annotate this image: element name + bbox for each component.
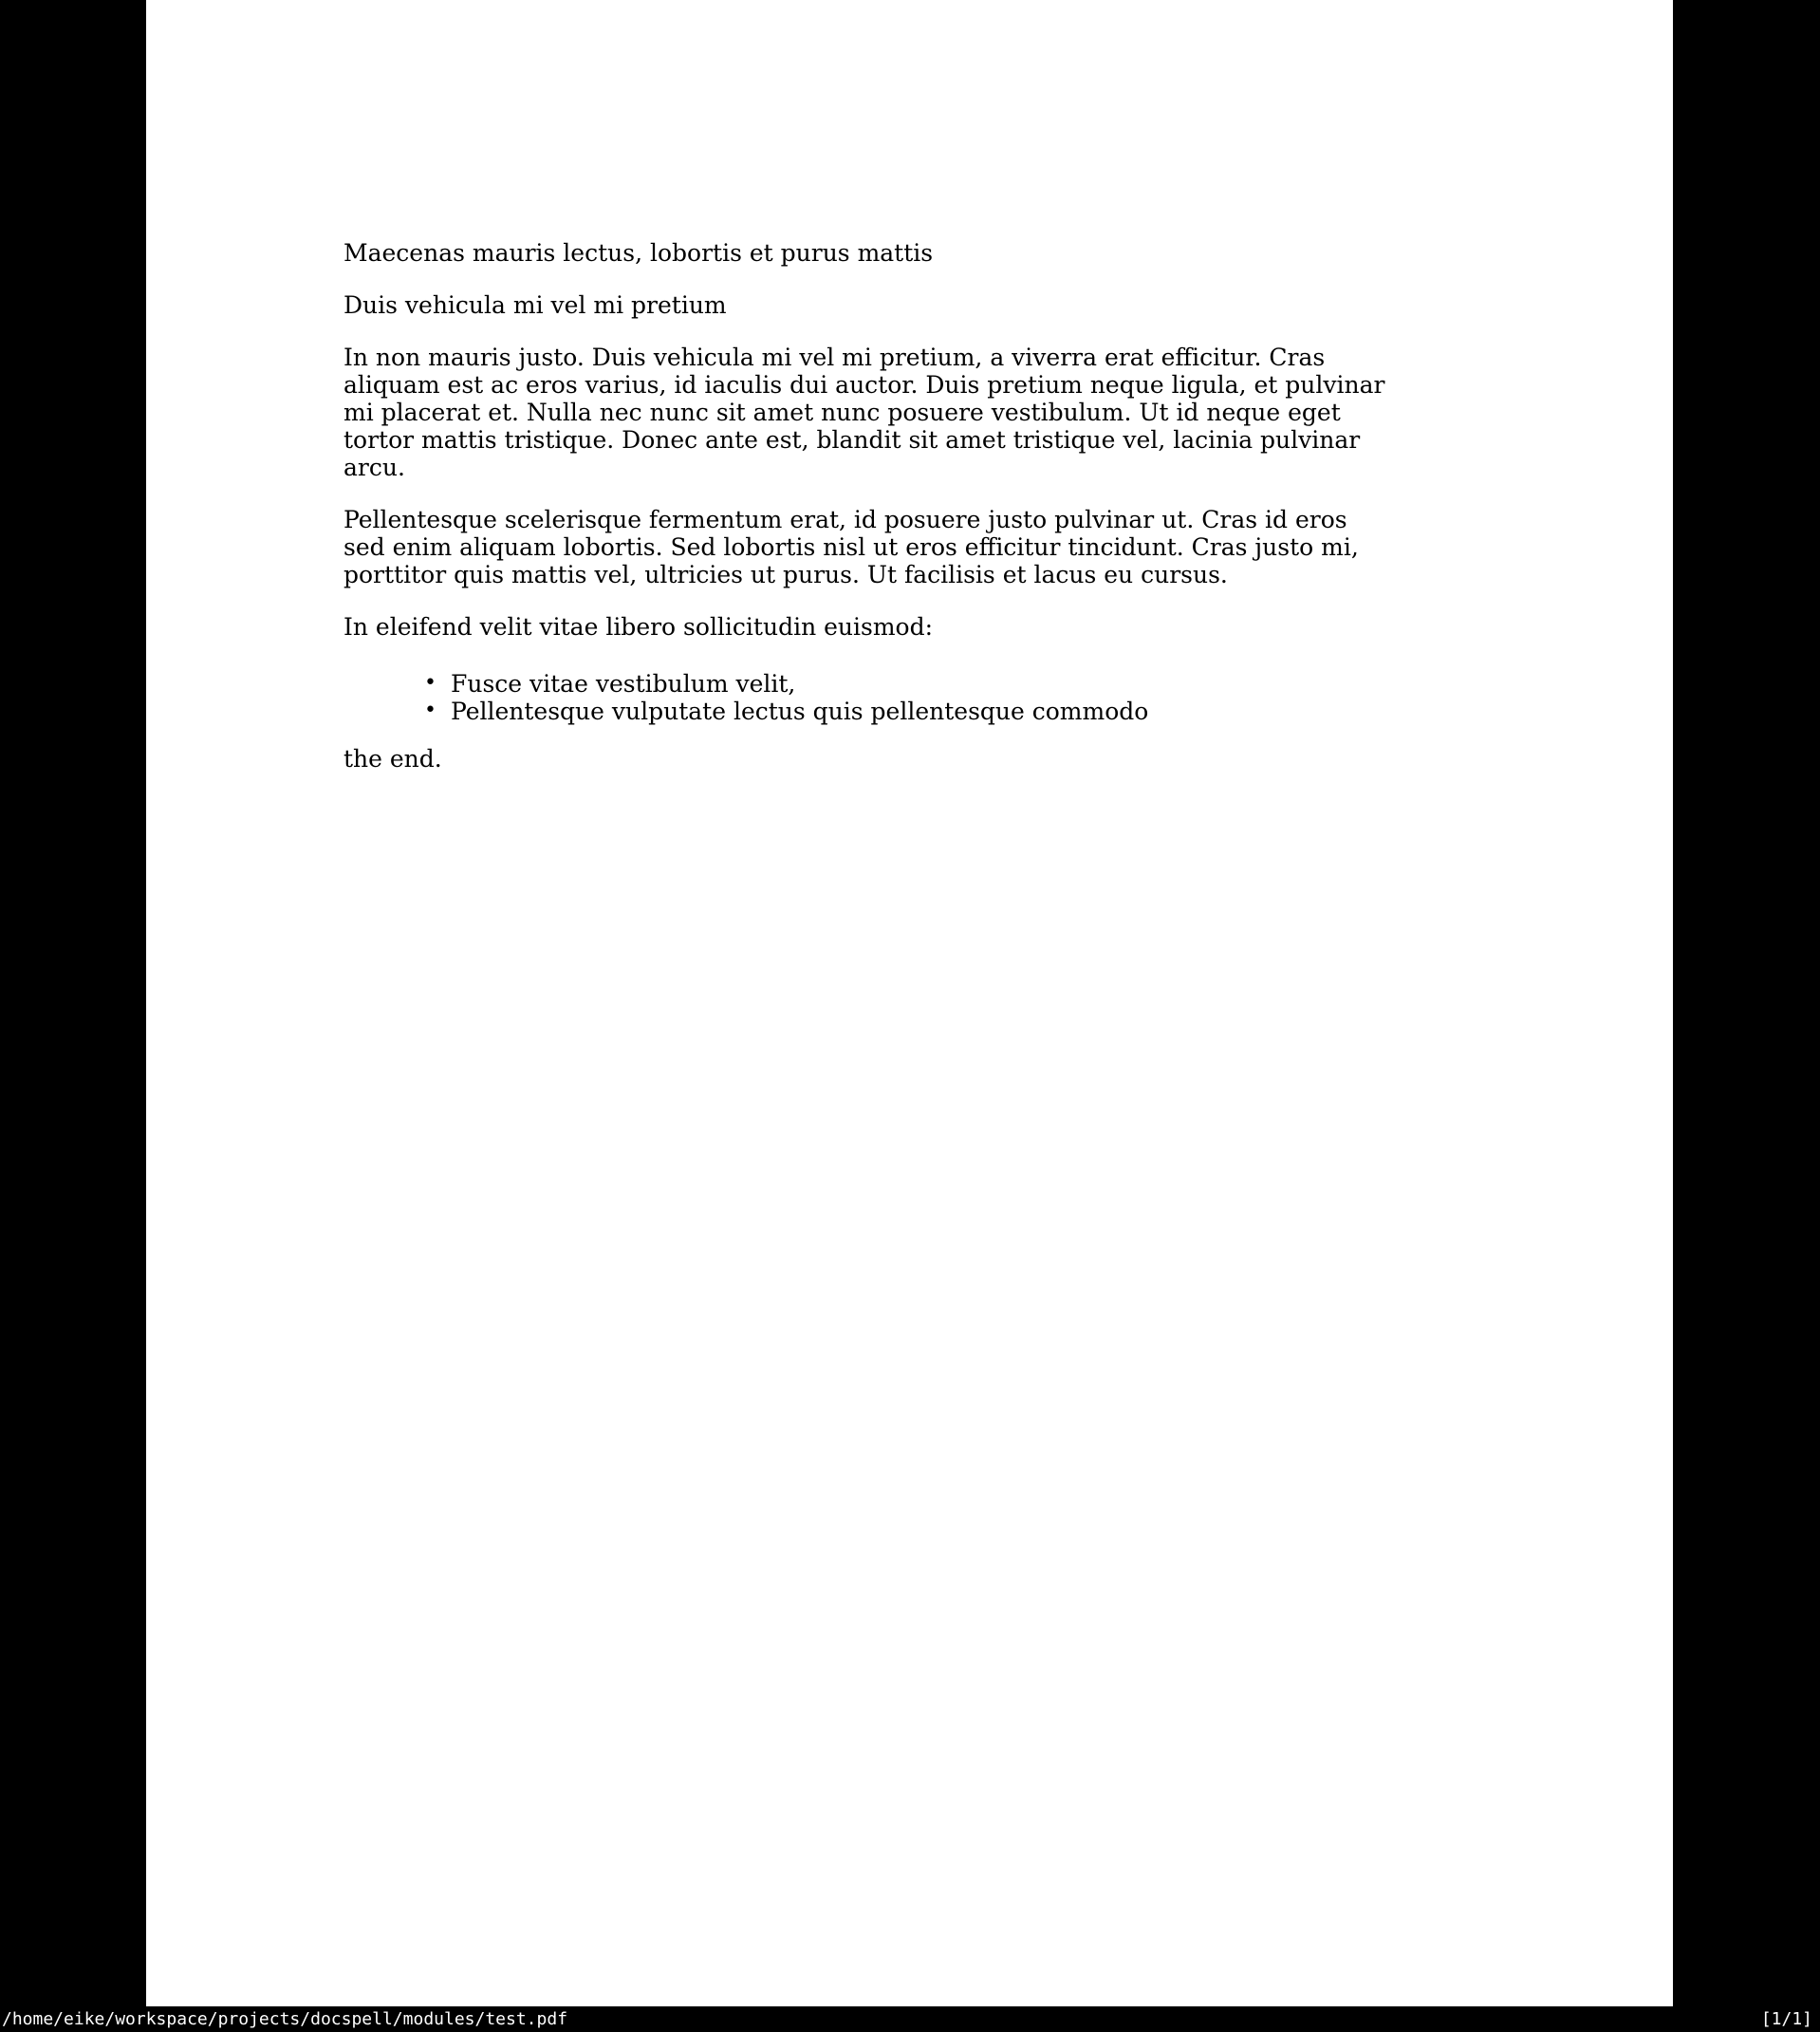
bullet-list bbox=[344, 670, 1444, 725]
list-item bbox=[424, 698, 1444, 725]
paragraph-line: Pellentesque scelerisque fermentum erat, id posuere justo pulvinar ut. Cras id eros bbox=[344, 506, 1347, 533]
paragraph-line: mi placerat et. Nulla nec nunc sit amet nunc posuere vestibulum. Ut id neque eget bbox=[344, 399, 1341, 426]
list-item-text: Fusce vitae vestibulum velit, bbox=[451, 670, 796, 698]
paragraph-line: porttitor quis mattis vel, ultricies ut purus. Ut facilisis et lacus eu cursus. bbox=[344, 561, 1228, 588]
paragraph-pellentesque bbox=[344, 506, 1444, 588]
document-page[interactable] bbox=[146, 0, 1673, 2006]
paragraph-line: the end. bbox=[344, 745, 442, 773]
paragraph-line: arcu. bbox=[344, 454, 405, 481]
paragraph-line: aliquam est ac eros varius, id iaculis dui auctor. Duis pretium neque ligula, et pulvinar bbox=[344, 371, 1385, 399]
document-content bbox=[344, 239, 1444, 797]
paragraph-in-eleifend bbox=[344, 613, 1444, 641]
paragraph-in-non-mauris bbox=[344, 344, 1444, 481]
page-indicator: [1/1] bbox=[1760, 2009, 1812, 2029]
paragraph-line: In eleifend velit vitae libero sollicitudin euismod: bbox=[344, 613, 934, 641]
statusbar bbox=[0, 2006, 1820, 2032]
file-path: /home/eike/workspace/projects/docspell/modules/test.pdf bbox=[2, 2009, 568, 2029]
paragraph-maecenas bbox=[344, 239, 1444, 267]
list-item-text: Pellentesque vulputate lectus quis pellentesque commodo bbox=[451, 698, 1149, 725]
paragraph-line: In non mauris justo. Duis vehicula mi vel mi pretium, a viverra erat efficitur. Cras bbox=[344, 344, 1326, 371]
paragraph-line: sed enim aliquam lobortis. Sed lobortis nisl ut eros efficitur tincidunt. Cras justo mi, bbox=[344, 533, 1359, 561]
bullet-icon: • bbox=[424, 671, 436, 695]
bullet-icon: • bbox=[424, 699, 436, 722]
paragraph-line: Duis vehicula mi vel mi pretium bbox=[344, 291, 727, 319]
paragraph-duis bbox=[344, 291, 1444, 319]
paragraph-the-end bbox=[344, 745, 1444, 773]
list-item bbox=[424, 670, 1444, 698]
paragraph-line: tortor mattis tristique. Donec ante est, blandit sit amet tristique vel, lacinia pulvinar bbox=[344, 426, 1361, 454]
paragraph-line: Maecenas mauris lectus, lobortis et purus mattis bbox=[344, 239, 934, 267]
